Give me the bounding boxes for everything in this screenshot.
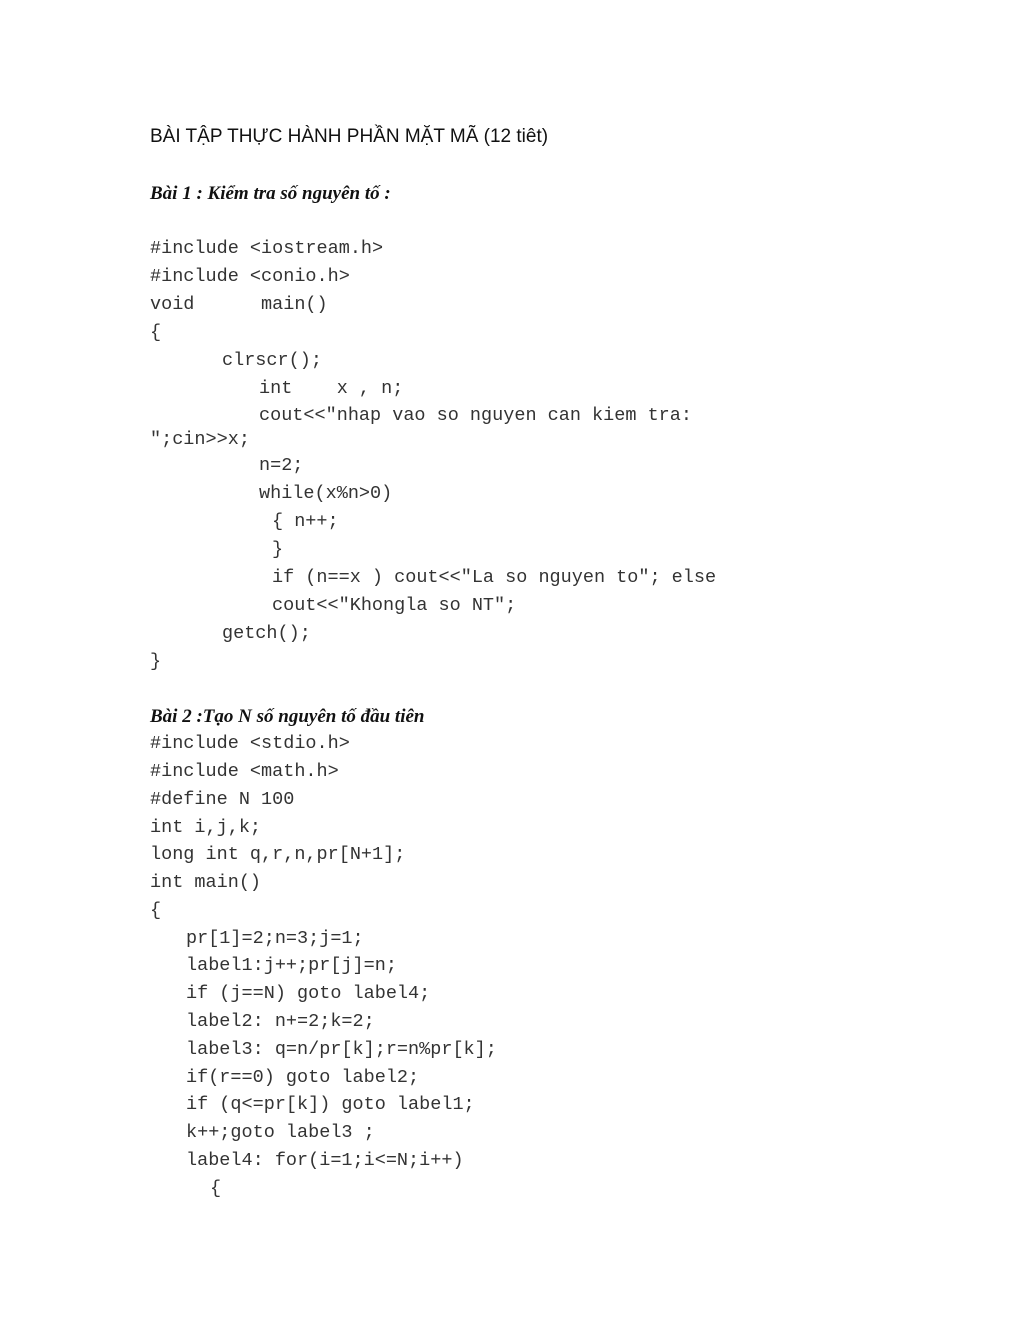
code-line: #include <stdio.h>	[150, 733, 350, 754]
code-line: if (q<=pr[k]) goto label1;	[186, 1094, 475, 1115]
code-line: void main()	[150, 294, 328, 315]
code-line: if (n==x ) cout<<"La so nguyen to"; else	[272, 567, 717, 588]
code-line: cout<<"Khongla so NT";	[272, 595, 517, 616]
code-line: pr[1]=2;n=3;j=1;	[186, 928, 364, 949]
code-line: int i,j,k;	[150, 817, 262, 838]
code-line: label3: q=n/pr[k];r=n%pr[k];	[186, 1039, 497, 1060]
code-line: #include <iostream.h>	[150, 238, 384, 259]
code-line: ";cin>>x;	[150, 429, 250, 450]
code-line: label2: n+=2;k=2;	[186, 1011, 375, 1032]
code-line: k++;goto label3 ;	[186, 1122, 375, 1143]
code-line: int main()	[150, 872, 262, 893]
code-line: #include <math.h>	[150, 761, 339, 782]
exercise-1-heading: Bài 1 : Kiểm tra số nguyên tố :	[150, 183, 391, 204]
code-line: }	[272, 539, 284, 560]
code-line: { n++;	[272, 511, 339, 532]
code-line: #include <conio.h>	[150, 266, 350, 287]
code-line: n=2;	[259, 455, 304, 476]
code-line: int x , n;	[259, 378, 404, 399]
code-line: while(x%n>0)	[259, 483, 393, 504]
exercise-2-heading: Bài 2 :Tạo N số nguyên tố đầu tiên	[150, 706, 425, 727]
code-line: long int q,r,n,pr[N+1];	[150, 844, 406, 865]
code-line: #define N 100	[150, 789, 295, 810]
code-line: {	[150, 322, 162, 343]
code-line: getch();	[222, 623, 311, 644]
code-line: label4: for(i=1;i<=N;i++)	[186, 1150, 464, 1171]
code-line: {	[150, 900, 162, 921]
code-line: clrscr();	[222, 350, 322, 371]
code-line: if (j==N) goto label4;	[186, 983, 431, 1004]
document-title: BÀI TẬP THỰC HÀNH PHẦN MẶT MÃ (12 tiêt)	[150, 126, 549, 147]
code-line: cout<<"nhap vao so nguyen can kiem tra:	[259, 405, 692, 426]
code-line: }	[150, 651, 162, 672]
code-line: if(r==0) goto label2;	[186, 1067, 420, 1088]
code-line: label1:j++;pr[j]=n;	[186, 955, 397, 976]
code-line: {	[210, 1178, 222, 1199]
